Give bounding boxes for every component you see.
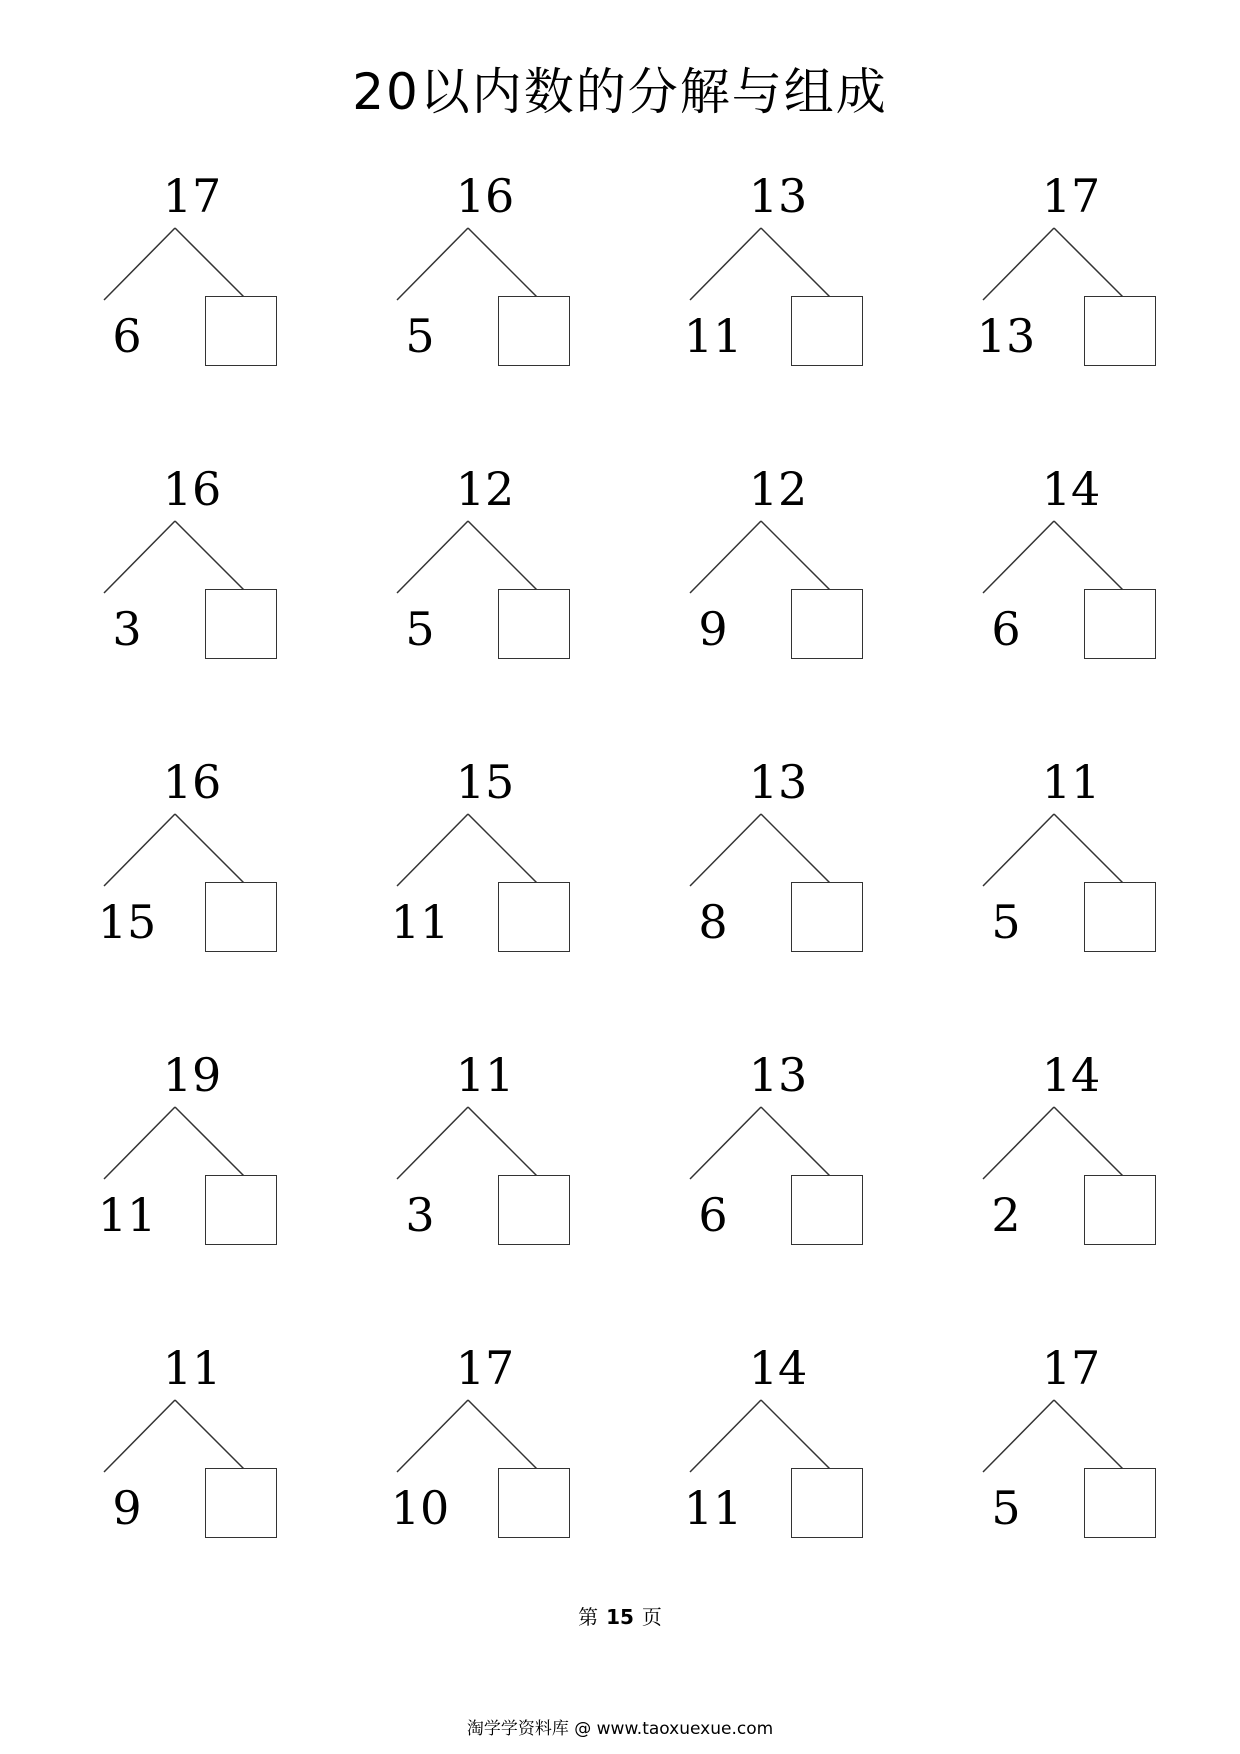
total-number: 12 — [455, 462, 515, 516]
right-branch-line — [468, 228, 540, 300]
left-branch-line — [397, 1400, 468, 1472]
right-branch-line — [1054, 1107, 1126, 1179]
decomposition-problem — [668, 168, 898, 398]
left-branch-line — [397, 814, 468, 886]
known-part-number: 9 — [112, 1481, 142, 1535]
left-branch-line — [983, 1107, 1054, 1179]
decomposition-problem — [375, 461, 605, 691]
answer-box[interactable] — [791, 1468, 863, 1538]
decomposition-problem — [82, 754, 312, 984]
answer-box[interactable] — [791, 296, 863, 366]
answer-box[interactable] — [1084, 296, 1156, 366]
answer-box[interactable] — [1084, 1175, 1156, 1245]
right-branch-line — [175, 814, 247, 886]
left-branch-line — [983, 1400, 1054, 1472]
answer-box[interactable] — [205, 882, 277, 952]
right-branch-line — [761, 814, 833, 886]
right-branch-line — [175, 521, 247, 593]
total-number: 17 — [162, 169, 222, 223]
page-title: 20以内数的分解与组成 — [352, 63, 888, 121]
page-number — [0, 1604, 1240, 1630]
left-branch-line — [690, 228, 761, 300]
left-branch-line — [104, 1107, 175, 1179]
total-number: 16 — [162, 462, 222, 516]
right-branch-line — [468, 1400, 540, 1472]
answer-box[interactable] — [205, 296, 277, 366]
page-number-value: 15 — [606, 1605, 634, 1629]
decomposition-problem — [961, 1047, 1191, 1277]
right-branch-line — [175, 1107, 247, 1179]
decomposition-problem — [668, 754, 898, 984]
answer-box[interactable] — [498, 882, 570, 952]
total-number: 16 — [162, 755, 222, 809]
known-part-number: 11 — [683, 1481, 743, 1535]
left-branch-line — [983, 228, 1054, 300]
decomposition-problem — [375, 1047, 605, 1277]
known-part-number: 11 — [390, 895, 450, 949]
total-number: 11 — [455, 1048, 515, 1102]
decomposition-problem — [375, 1340, 605, 1570]
known-part-number: 5 — [405, 602, 435, 656]
decomposition-problem — [375, 168, 605, 398]
left-branch-line — [104, 228, 175, 300]
total-number: 17 — [1041, 1341, 1101, 1395]
known-part-number: 8 — [698, 895, 728, 949]
known-part-number: 5 — [991, 895, 1021, 949]
answer-box[interactable] — [498, 1175, 570, 1245]
right-branch-line — [175, 228, 247, 300]
answer-box[interactable] — [791, 1175, 863, 1245]
total-number: 12 — [748, 462, 808, 516]
left-branch-line — [397, 228, 468, 300]
total-number: 13 — [748, 169, 808, 223]
total-number: 19 — [162, 1048, 222, 1102]
decomposition-problem — [82, 461, 312, 691]
known-part-number: 11 — [683, 309, 743, 363]
known-part-number: 6 — [112, 309, 142, 363]
decomposition-problem — [961, 461, 1191, 691]
total-number: 15 — [455, 755, 515, 809]
total-number: 13 — [748, 1048, 808, 1102]
answer-box[interactable] — [791, 882, 863, 952]
right-branch-line — [1054, 228, 1126, 300]
known-part-number: 13 — [976, 309, 1036, 363]
page-suffix: 页 — [641, 1605, 662, 1629]
total-number: 17 — [455, 1341, 515, 1395]
known-part-number: 6 — [698, 1188, 728, 1242]
total-number: 11 — [162, 1341, 222, 1395]
total-number: 11 — [1041, 755, 1101, 809]
right-branch-line — [175, 1400, 247, 1472]
right-branch-line — [468, 1107, 540, 1179]
known-part-number: 5 — [991, 1481, 1021, 1535]
left-branch-line — [690, 1400, 761, 1472]
total-number: 16 — [455, 169, 515, 223]
known-part-number: 6 — [991, 602, 1021, 656]
right-branch-line — [1054, 814, 1126, 886]
left-branch-line — [983, 814, 1054, 886]
left-branch-line — [104, 814, 175, 886]
left-branch-line — [104, 521, 175, 593]
right-branch-line — [761, 1107, 833, 1179]
decomposition-problem — [82, 1047, 312, 1277]
left-branch-line — [397, 521, 468, 593]
answer-box[interactable] — [205, 589, 277, 659]
answer-box[interactable] — [498, 1468, 570, 1538]
decomposition-problem — [961, 754, 1191, 984]
answer-box[interactable] — [498, 296, 570, 366]
answer-box[interactable] — [1084, 882, 1156, 952]
decomposition-problem — [668, 1047, 898, 1277]
decomposition-problem — [668, 1340, 898, 1570]
answer-box[interactable] — [1084, 589, 1156, 659]
decomposition-problem — [668, 461, 898, 691]
right-branch-line — [1054, 521, 1126, 593]
answer-box[interactable] — [1084, 1468, 1156, 1538]
right-branch-line — [1054, 1400, 1126, 1472]
answer-box[interactable] — [498, 589, 570, 659]
right-branch-line — [761, 521, 833, 593]
known-part-number: 9 — [698, 602, 728, 656]
decomposition-problem — [82, 1340, 312, 1570]
left-branch-line — [690, 521, 761, 593]
right-branch-line — [468, 814, 540, 886]
right-branch-line — [468, 521, 540, 593]
known-part-number: 10 — [390, 1481, 450, 1535]
left-branch-line — [690, 814, 761, 886]
decomposition-problem — [82, 168, 312, 398]
decomposition-problem — [375, 754, 605, 984]
total-number: 14 — [1041, 1048, 1101, 1102]
known-part-number: 2 — [991, 1188, 1021, 1242]
total-number: 14 — [748, 1341, 808, 1395]
known-part-number: 5 — [405, 309, 435, 363]
left-branch-line — [690, 1107, 761, 1179]
page-prefix: 第 — [578, 1605, 599, 1629]
known-part-number: 3 — [112, 602, 142, 656]
decomposition-problem — [961, 168, 1191, 398]
answer-box[interactable] — [205, 1175, 277, 1245]
answer-box[interactable] — [791, 589, 863, 659]
answer-box[interactable] — [205, 1468, 277, 1538]
decomposition-problem — [961, 1340, 1191, 1570]
known-part-number: 15 — [97, 895, 157, 949]
total-number: 14 — [1041, 462, 1101, 516]
total-number: 13 — [748, 755, 808, 809]
right-branch-line — [761, 228, 833, 300]
left-branch-line — [983, 521, 1054, 593]
known-part-number: 3 — [405, 1188, 435, 1242]
right-branch-line — [761, 1400, 833, 1472]
left-branch-line — [397, 1107, 468, 1179]
total-number: 17 — [1041, 169, 1101, 223]
known-part-number: 11 — [97, 1188, 157, 1242]
left-branch-line — [104, 1400, 175, 1472]
footer-watermark: 淘学学资料库 @ www.taoxuexue.com — [466, 1719, 774, 1739]
